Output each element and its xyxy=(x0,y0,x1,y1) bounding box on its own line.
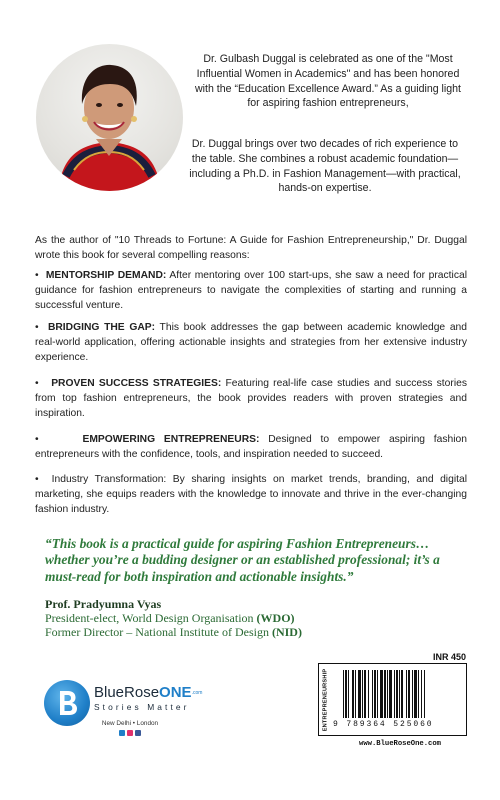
social-icon xyxy=(127,730,133,736)
reason-text: After mentoring over 100 start-ups, she saw a need for practical guidance for fashion entrepreneurs to navigate the complexities of starting and running a successful venture. xyxy=(35,270,467,311)
brand-main: BlueRose xyxy=(94,684,160,701)
category-label xyxy=(319,664,331,735)
category-text: ENTREPRENEURSHIP xyxy=(322,668,329,731)
reason-heading: BRIDGING THE GAP: xyxy=(47,322,156,333)
barcode-icon xyxy=(341,670,453,720)
reason-item xyxy=(35,321,467,365)
bullet: • xyxy=(35,378,39,389)
testimonial-author-role-2 xyxy=(45,625,475,639)
price-label: INR 450 xyxy=(432,652,466,662)
author-portrait-illustration xyxy=(36,44,183,191)
bullet: • xyxy=(35,270,39,281)
reason-heading: EMPOWERING ENTREPRENEURS: xyxy=(82,434,260,445)
publisher-brand xyxy=(94,685,224,701)
bullet: • xyxy=(35,434,39,445)
brand-accent: ONE xyxy=(159,684,192,701)
publisher-cities: New Delhi • London xyxy=(101,720,159,727)
publisher-logo-icon xyxy=(44,680,90,726)
author-bio-paragraph-1: Dr. Gulbash Duggal is celebrated as one of the "Most Influential Women in Academics" and has been honored with the “Education Excellence Award.” As a guiding light for aspiring fashion entrepreneurs, xyxy=(195,53,461,110)
role-abbreviation: (NID) xyxy=(271,625,302,639)
bullet: • xyxy=(35,474,39,485)
reason-heading: PROVEN SUCCESS STRATEGIES: xyxy=(51,378,222,389)
reason-text: Designed to empower aspiring fashion entrepreneurs with the confidence, tools, and inspiration needed to succeed. xyxy=(35,434,467,460)
reason-text: Featuring real-life case studies and success stories from top fashion entrepreneurs, the book provides readers with proven strategies and inspiration. xyxy=(35,378,467,419)
reason-item xyxy=(35,473,467,517)
reason-item xyxy=(35,269,467,313)
social-icon xyxy=(135,730,141,736)
role-text: Former Director – National Institute of Design xyxy=(45,625,272,639)
logo-letter-b-icon xyxy=(44,680,90,726)
testimonial-attribution xyxy=(45,597,475,639)
reason-text: Industry Transformation: By sharing insights on market trends, branding, and digital marketing, she equips readers with the knowledge to innovate and thrive in the ever-changing fashion industry. xyxy=(35,474,467,515)
publisher-website: www.BlueRoseOne.com xyxy=(359,740,441,748)
isbn-digits: 9 789364 525060 xyxy=(333,720,434,729)
reason-heading: MENTORSHIP DEMAND: xyxy=(45,270,167,281)
testimonial-author-role-1 xyxy=(45,611,475,625)
bullet: • xyxy=(35,322,39,333)
brand-mark: .com xyxy=(191,690,203,696)
author-photo xyxy=(36,44,183,191)
testimonial-quote: “This book is a practical guide for aspiring Fashion Entrepreneurs…whether you’re a budding designer or an established professional; it’s a must-read for both inspiration and actionable insights.” xyxy=(45,536,440,584)
publisher-tagline: Stories Matter xyxy=(94,702,190,712)
social-icon xyxy=(119,730,125,736)
reason-item xyxy=(35,377,467,421)
reason-text: This book addresses the gap between academic knowledge and real-world application, offering actionable insights and strategies from her extensive industry experience. xyxy=(35,322,467,363)
publisher-logo-text xyxy=(94,685,224,736)
social-icons xyxy=(94,730,166,736)
role-text: President-elect, World Design Organisation xyxy=(45,611,257,625)
role-abbreviation: (WDO) xyxy=(256,611,295,625)
reasons-intro: As the author of "10 Threads to Fortune: A Guide for Fashion Entrepreneurship," Dr. Duggal wrote this book for several compelling reasons: xyxy=(35,235,467,261)
reason-item xyxy=(35,433,467,463)
author-bio-paragraph-2: Dr. Duggal brings over two decades of rich experience to the table. She combines a robust academic foundation—including a Ph.D. in Fashion Management—with practical, hands-on expertise. xyxy=(189,138,461,195)
testimonial-author-name: Prof. Pradyumna Vyas xyxy=(45,597,162,611)
